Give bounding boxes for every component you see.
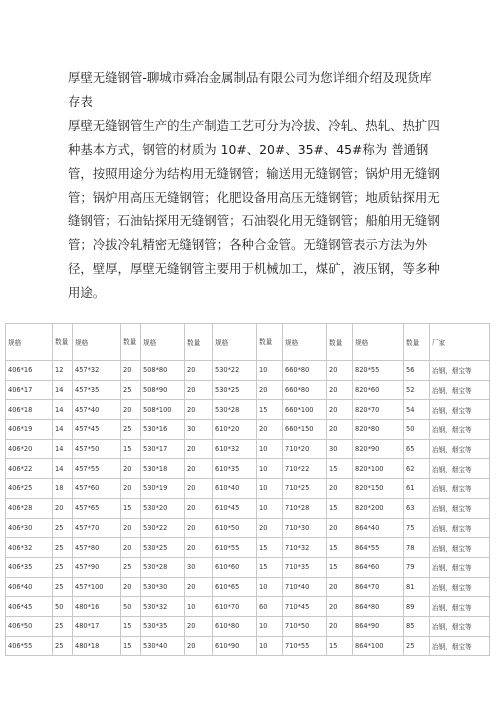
table-cell: 457*90	[73, 557, 121, 577]
table-cell: 530*25	[213, 380, 257, 400]
header-cell: 数量	[121, 324, 141, 361]
table-cell: 864*55	[353, 538, 404, 558]
table-cell: 20	[327, 479, 353, 499]
table-row	[6, 557, 490, 577]
table-row	[6, 616, 490, 636]
table-cell: 62	[404, 459, 430, 479]
table-cell: 63	[404, 498, 430, 518]
table-cell: 冶钢，烟宝等	[430, 479, 490, 499]
table-cell: 75	[404, 518, 430, 538]
table-cell: 20	[121, 577, 141, 597]
table-cell: 15	[257, 557, 283, 577]
table-cell: 710*28	[283, 498, 327, 518]
table-cell: 530*16	[141, 420, 185, 440]
table-cell: 457*55	[73, 459, 121, 479]
table-cell: 710*22	[283, 459, 327, 479]
table-cell: 50	[404, 420, 430, 440]
table-cell: 864*100	[353, 636, 404, 656]
table-cell: 530*22	[213, 361, 257, 381]
table-cell: 820*80	[353, 420, 404, 440]
table-cell: 冶钢，烟宝等	[430, 439, 490, 459]
table-cell: 530*19	[141, 479, 185, 499]
table-cell: 15	[257, 538, 283, 558]
table-cell: 530*17	[141, 439, 185, 459]
table-cell: 20	[121, 538, 141, 558]
table-cell: 20	[121, 459, 141, 479]
table-cell: 20	[327, 420, 353, 440]
table-cell: 660*100	[283, 400, 327, 420]
header-cell: 规格	[6, 324, 53, 361]
table-cell: 10	[257, 361, 283, 381]
table-cell: 10	[185, 597, 213, 617]
inventory-table	[5, 323, 490, 656]
table-row	[6, 636, 490, 656]
table-cell: 610*35	[213, 459, 257, 479]
table-cell: 480*16	[73, 597, 121, 617]
table-cell: 冶钢，烟宝等	[430, 400, 490, 420]
table-cell: 406*45	[6, 597, 53, 617]
table-cell: 冶钢，烟宝等	[430, 361, 490, 381]
table-cell: 冶钢，烟宝等	[430, 380, 490, 400]
table-cell: 406*17	[6, 380, 53, 400]
table-cell: 14	[53, 439, 73, 459]
table-row	[6, 400, 490, 420]
table-cell: 25	[53, 577, 73, 597]
table-cell: 480*17	[73, 616, 121, 636]
table-cell: 610*32	[213, 439, 257, 459]
table-cell: 710*32	[283, 538, 327, 558]
table-cell: 25	[53, 636, 73, 656]
table-cell: 10	[257, 439, 283, 459]
table-cell: 20	[327, 380, 353, 400]
table-cell: 冶钢，烟宝等	[430, 538, 490, 558]
table-cell: 20	[185, 577, 213, 597]
table-cell: 冶钢，烟宝等	[430, 498, 490, 518]
table-cell: 15	[327, 636, 353, 656]
table-cell: 20	[327, 616, 353, 636]
table-cell: 61	[404, 479, 430, 499]
table-cell: 25	[404, 636, 430, 656]
table-cell: 457*80	[73, 538, 121, 558]
table-cell: 457*32	[73, 361, 121, 381]
table-cell: 710*45	[283, 597, 327, 617]
table-body	[6, 361, 490, 656]
table-cell: 25	[121, 420, 141, 440]
table-cell: 508*80	[141, 361, 185, 381]
table-cell: 20	[257, 380, 283, 400]
table-cell: 406*20	[6, 439, 53, 459]
table-cell: 530*28	[213, 400, 257, 420]
table-cell: 864*60	[353, 557, 404, 577]
table-cell: 10	[257, 616, 283, 636]
table-cell: 530*40	[141, 636, 185, 656]
table-cell: 406*28	[6, 498, 53, 518]
header-cell: 数量	[257, 324, 283, 361]
table-cell: 78	[404, 538, 430, 558]
table-cell: 冶钢，烟宝等	[430, 597, 490, 617]
header-cell: 数量	[327, 324, 353, 361]
table-cell: 20	[53, 498, 73, 518]
table-cell: 530*35	[141, 616, 185, 636]
table-cell: 冶钢，烟宝等	[430, 420, 490, 440]
table-cell: 20	[185, 518, 213, 538]
header-cell: 规格	[283, 324, 327, 361]
table-cell: 864*70	[353, 577, 404, 597]
header-cell: 数量	[53, 324, 73, 361]
table-cell: 457*70	[73, 518, 121, 538]
table-cell: 610*65	[213, 577, 257, 597]
header-cell: 厂家	[430, 324, 490, 361]
table-cell: 14	[53, 400, 73, 420]
table-cell: 406*55	[6, 636, 53, 656]
table-cell: 10	[257, 498, 283, 518]
table-cell: 820*90	[353, 439, 404, 459]
table-cell: 530*30	[141, 577, 185, 597]
table-cell: 820*60	[353, 380, 404, 400]
table-cell: 54	[404, 400, 430, 420]
table-cell: 20	[327, 361, 353, 381]
table-row	[6, 597, 490, 617]
table-cell: 52	[404, 380, 430, 400]
table-cell: 710*55	[283, 636, 327, 656]
table-cell: 457*35	[73, 380, 121, 400]
header-cell: 规格	[213, 324, 257, 361]
table-cell: 56	[404, 361, 430, 381]
table-cell: 89	[404, 597, 430, 617]
header-cell: 数量	[185, 324, 213, 361]
table-row	[6, 361, 490, 381]
table-cell: 15	[121, 616, 141, 636]
table-cell: 20	[121, 400, 141, 420]
table-cell: 15	[327, 538, 353, 558]
table-cell: 457*40	[73, 400, 121, 420]
intro-text	[68, 66, 440, 305]
table-cell: 406*30	[6, 518, 53, 538]
table-cell: 508*90	[141, 380, 185, 400]
table-cell: 457*100	[73, 577, 121, 597]
table-cell: 20	[327, 518, 353, 538]
table-cell: 20	[327, 597, 353, 617]
table-cell: 30	[327, 439, 353, 459]
table-cell: 30	[185, 557, 213, 577]
table-cell: 20	[185, 439, 213, 459]
table-cell: 820*70	[353, 400, 404, 420]
table-cell: 710*40	[283, 577, 327, 597]
table-row	[6, 380, 490, 400]
table-cell: 冶钢，烟宝等	[430, 518, 490, 538]
table-cell: 20	[257, 420, 283, 440]
table-header-row	[6, 324, 490, 361]
table-cell: 820*100	[353, 459, 404, 479]
table-cell: 25	[121, 557, 141, 577]
table-row	[6, 518, 490, 538]
table-cell: 冶钢，烟宝等	[430, 459, 490, 479]
document-title: 厚壁无缝钢管-聊城市舜冶金属制品有限公司为您详细介绍及现货库存表	[68, 70, 432, 109]
table-cell: 480*18	[73, 636, 121, 656]
table-cell: 406*40	[6, 577, 53, 597]
table-cell: 25	[53, 616, 73, 636]
table-cell: 530*32	[141, 597, 185, 617]
table-cell: 25	[53, 557, 73, 577]
table-cell: 14	[53, 420, 73, 440]
table-cell: 406*25	[6, 479, 53, 499]
table-cell: 冶钢，烟宝等	[430, 557, 490, 577]
table-cell: 20	[121, 361, 141, 381]
table-cell: 610*70	[213, 597, 257, 617]
table-cell: 610*40	[213, 479, 257, 499]
table-row	[6, 459, 490, 479]
table-cell: 406*32	[6, 538, 53, 558]
table-row	[6, 498, 490, 518]
table-cell: 710*35	[283, 557, 327, 577]
table-cell: 530*20	[141, 498, 185, 518]
table-cell: 20	[185, 616, 213, 636]
table-row	[6, 577, 490, 597]
table-cell: 864*90	[353, 616, 404, 636]
table-row	[6, 420, 490, 440]
table-cell: 20	[121, 518, 141, 538]
table-cell: 20	[327, 577, 353, 597]
table-cell: 710*50	[283, 616, 327, 636]
header-cell: 数量	[404, 324, 430, 361]
table-cell: 660*80	[283, 361, 327, 381]
table-cell: 508*100	[141, 400, 185, 420]
table-cell: 530*28	[141, 557, 185, 577]
table-cell: 18	[53, 479, 73, 499]
table-cell: 710*30	[283, 518, 327, 538]
table-cell: 457*65	[73, 498, 121, 518]
table-cell: 12	[53, 361, 73, 381]
table-cell: 20	[121, 479, 141, 499]
table-row	[6, 439, 490, 459]
table-cell: 81	[404, 577, 430, 597]
table-cell: 15	[257, 400, 283, 420]
table-cell: 457*50	[73, 439, 121, 459]
table-cell: 20	[257, 518, 283, 538]
table-cell: 406*18	[6, 400, 53, 420]
table-cell: 820*150	[353, 479, 404, 499]
table-cell: 20	[185, 636, 213, 656]
table-cell: 15	[327, 498, 353, 518]
table-cell: 820*200	[353, 498, 404, 518]
table-cell: 50	[53, 597, 73, 617]
intro-paragraph: 厚壁无缝钢管生产的生产制造工艺可分为冷拔、冷轧、热轧、热扩四种基本方式，钢管的材质为 10#、20#、35#、45#称为 普通钢管，按照用途分为结构用无缝钢管；输送用无缝钢管；锅炉用无缝钢管；锅炉用高压无缝钢管；化肥设备用高压无缝钢管；地质钻探用无缝钢管；石油钻探用无缝钢管；石油裂化用无缝钢管；船舶用无缝钢管；冷拔冷轧精密无缝钢管；各种合金管。无缝钢管表示方法为外径，壁厚，厚壁无缝钢管主要用于机械加工，煤矿，液压钢，等多种用途。	[68, 117, 440, 301]
table-cell: 85	[404, 616, 430, 636]
table-cell: 20	[185, 400, 213, 420]
table-cell: 820*55	[353, 361, 404, 381]
table-cell: 710*25	[283, 479, 327, 499]
table-cell: 406*16	[6, 361, 53, 381]
table-cell: 660*80	[283, 380, 327, 400]
table-cell: 14	[53, 459, 73, 479]
table-cell: 10	[257, 636, 283, 656]
table-cell: 660*150	[283, 420, 327, 440]
table-cell: 406*50	[6, 616, 53, 636]
table-cell: 610*45	[213, 498, 257, 518]
table-cell: 864*80	[353, 597, 404, 617]
table-cell: 406*22	[6, 459, 53, 479]
table-row	[6, 538, 490, 558]
table-cell: 25	[53, 518, 73, 538]
table-cell: 610*55	[213, 538, 257, 558]
table-cell: 610*50	[213, 518, 257, 538]
table-cell: 406*19	[6, 420, 53, 440]
table-cell: 25	[121, 380, 141, 400]
table-cell: 冶钢，烟宝等	[430, 577, 490, 597]
table-cell: 20	[185, 361, 213, 381]
table-cell: 864*40	[353, 518, 404, 538]
table-cell: 610*60	[213, 557, 257, 577]
table-cell: 15	[327, 459, 353, 479]
table-cell: 冶钢，烟宝等	[430, 616, 490, 636]
table-cell: 14	[53, 380, 73, 400]
table-cell: 15	[121, 636, 141, 656]
table-cell: 25	[53, 538, 73, 558]
table-cell: 50	[121, 597, 141, 617]
table-cell: 20	[185, 459, 213, 479]
table-cell: 15	[327, 557, 353, 577]
header-cell: 规格	[141, 324, 185, 361]
table-cell: 20	[185, 479, 213, 499]
table-cell: 610*80	[213, 616, 257, 636]
table-cell: 15	[121, 498, 141, 518]
table-cell: 10	[257, 577, 283, 597]
table-cell: 20	[185, 380, 213, 400]
table-cell: 610*20	[213, 420, 257, 440]
header-cell: 规格	[353, 324, 404, 361]
table-cell: 710*20	[283, 439, 327, 459]
table-cell: 79	[404, 557, 430, 577]
table-cell: 530*25	[141, 538, 185, 558]
header-cell: 规格	[73, 324, 121, 361]
table-cell: 20	[185, 538, 213, 558]
table-cell: 530*18	[141, 459, 185, 479]
table-cell: 457*45	[73, 420, 121, 440]
table-cell: 20	[185, 498, 213, 518]
table-cell: 457*60	[73, 479, 121, 499]
table-cell: 30	[185, 420, 213, 440]
table-cell: 冶钢，烟宝等	[430, 636, 490, 656]
table-cell: 15	[121, 439, 141, 459]
table-cell: 10	[257, 479, 283, 499]
table-row	[6, 479, 490, 499]
table-cell: 10	[257, 459, 283, 479]
table-cell: 610*90	[213, 636, 257, 656]
table-cell: 20	[327, 400, 353, 420]
table-cell: 60	[257, 597, 283, 617]
table-cell: 406*35	[6, 557, 53, 577]
table-cell: 530*22	[141, 518, 185, 538]
table-cell: 65	[404, 439, 430, 459]
